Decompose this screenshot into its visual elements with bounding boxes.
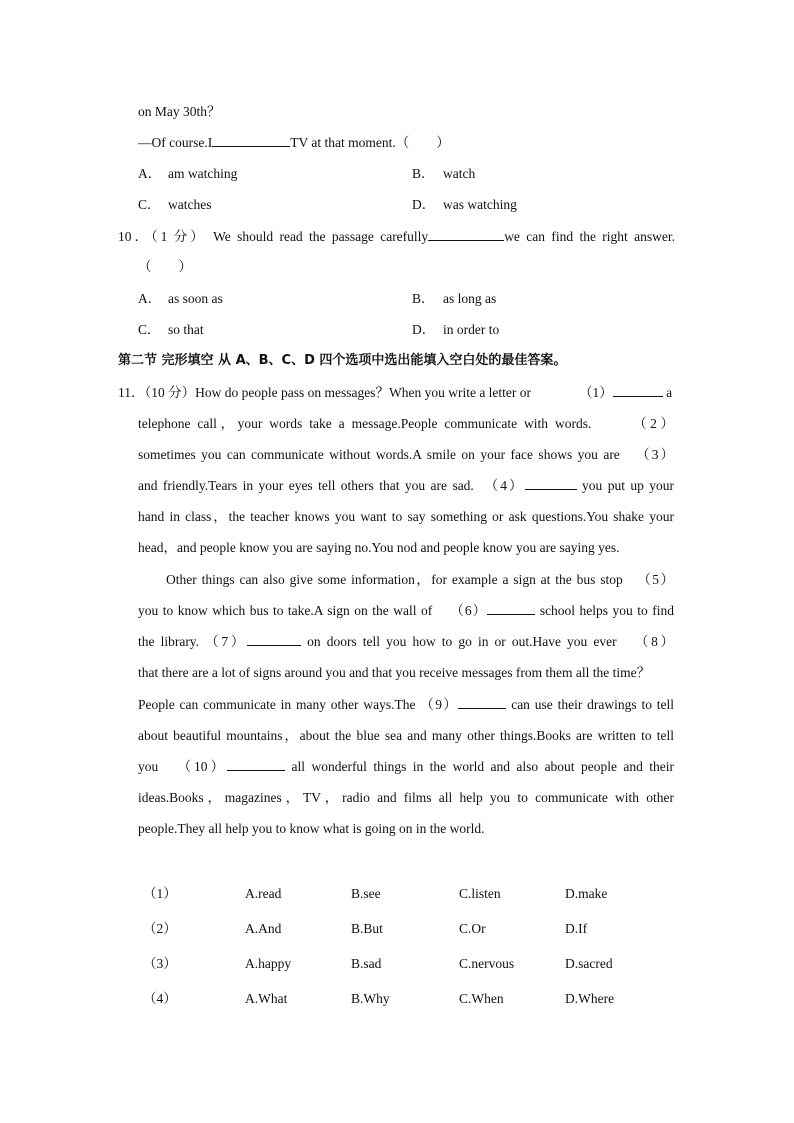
choice-row-label: （4）: [143, 991, 177, 1006]
q9-option-d[interactable]: was watching: [443, 197, 517, 212]
q11-text: People can communicate in many other ways.The: [138, 697, 416, 712]
choice-option[interactable]: D.Where: [565, 991, 615, 1006]
q11-text: and friendly.Tears in your eyes tell others that you are sad.: [138, 478, 474, 493]
q11-line-12: [138, 757, 674, 777]
q9-option-b-letter[interactable]: B．: [412, 166, 435, 181]
q11-text: head，and people know you are saying no.You nod and people know you are saying yes.: [138, 540, 620, 555]
q11-line-11: [138, 726, 674, 746]
choice-row-label: （1）: [143, 886, 177, 901]
blank-label-9: （9）: [420, 697, 459, 712]
q11-line-9: [138, 663, 650, 683]
q11-text: people.They all help you to know what is going on in the world.: [138, 821, 485, 836]
q11-line-8: [138, 632, 674, 652]
blank-label-8: （8）: [634, 634, 675, 649]
q10-option-d-letter[interactable]: D．: [412, 322, 436, 337]
q11-text: the library.: [138, 634, 200, 649]
q11-line-6: [166, 570, 674, 590]
choice-option[interactable]: D.If: [565, 921, 588, 936]
blank-10[interactable]: [227, 757, 285, 771]
choice-option[interactable]: D.make: [565, 886, 608, 901]
choice-row-label: （2）: [143, 921, 177, 936]
q9-answer-post: TV at that moment.（ ）: [290, 135, 450, 150]
q11-line-0: [579, 383, 672, 403]
section-heading: 第二节 完形填空 从 A、B、C、D 四个选项中选出能填入空白处的最佳答案。: [118, 353, 567, 368]
q10-blank[interactable]: [428, 227, 504, 241]
q10-option-b-letter[interactable]: B．: [412, 291, 435, 306]
q11-text: about beautiful mountains，about the blue sea and many other things.Books are written to tell: [138, 728, 674, 743]
q9-option-c-letter[interactable]: C．: [138, 197, 161, 212]
blank-4[interactable]: [525, 476, 577, 490]
choice-option[interactable]: D.sacred: [565, 956, 613, 971]
q11-line-10: [138, 695, 674, 715]
q9-option-c[interactable]: watches: [168, 197, 212, 212]
q11-line-4: [138, 507, 674, 527]
blank-label-7: （7）: [205, 634, 248, 649]
blank-label-4: （4）: [484, 478, 525, 493]
q10-paren: （ ）: [138, 259, 192, 274]
q11-line-1: [138, 414, 674, 434]
q10-option-a-letter[interactable]: A．: [138, 291, 162, 306]
choice-option[interactable]: C.When: [459, 991, 504, 1006]
q11-line-14: [138, 819, 484, 839]
q11-text: all wonderful things in the world and also about people and their: [291, 759, 675, 774]
q9-blank[interactable]: [212, 133, 290, 147]
q10-option-b[interactable]: as long as: [443, 291, 497, 306]
choice-option[interactable]: C.listen: [459, 886, 501, 901]
blank-7[interactable]: [247, 632, 301, 646]
q9-option-b[interactable]: watch: [443, 166, 476, 181]
q10-text-post: we can find the right answer.: [504, 229, 676, 244]
choice-option[interactable]: B.Why: [351, 991, 390, 1006]
blank-1[interactable]: [613, 383, 663, 397]
blank-label-5: （5）: [637, 572, 675, 587]
q11-text: hand in class，the teacher knows you want to say something or ask questions.You shake your: [138, 509, 674, 524]
blank-label-2: （2）: [633, 416, 674, 431]
q11-text: a: [666, 385, 673, 400]
q10-option-c-letter[interactable]: C．: [138, 322, 161, 337]
q9-answer-line: [138, 133, 450, 153]
q11-text: on doors tell you how to go in or out.Have you ever: [307, 634, 617, 649]
choice-option[interactable]: A.And: [245, 921, 282, 936]
choice-option[interactable]: B.see: [351, 886, 381, 901]
q10-option-a[interactable]: as soon as: [168, 291, 223, 306]
q10-text-pre: We should read the passage carefully: [213, 229, 429, 244]
q11-line-2: [138, 445, 674, 465]
q11-text: sometimes you can communicate without words.A smile on your face shows you are: [138, 447, 620, 462]
choice-option[interactable]: A.happy: [245, 956, 292, 971]
blank-9[interactable]: [458, 695, 506, 709]
q11-text: ideas.Books，magazines，TV，radio and films all help you to communicate with other: [138, 790, 674, 805]
q10-score: （1 分）: [150, 229, 207, 244]
q11-text: Other things can also give some information，for example a sign at the bus stop: [166, 572, 623, 587]
choice-option[interactable]: B.sad: [351, 956, 382, 971]
blank-6[interactable]: [487, 601, 535, 615]
q10-stem: [118, 227, 675, 247]
choice-option[interactable]: C.nervous: [459, 956, 515, 971]
choice-option[interactable]: C.Or: [459, 921, 486, 936]
q11-head: 11．（10 分）How do people pass on messages？When you write a letter or: [118, 385, 532, 400]
q11-text: that there are a lot of signs around you and that you receive messages from them all the time？: [138, 665, 651, 680]
q11-text: you: [138, 759, 159, 774]
blank-label-6: （6）: [450, 603, 488, 618]
choice-option[interactable]: B.But: [351, 921, 383, 936]
q9-option-a[interactable]: am watching: [168, 166, 238, 181]
choice-option[interactable]: A.What: [245, 991, 288, 1006]
q9-option-a-letter[interactable]: A．: [138, 166, 162, 181]
blank-label-10: （10）: [177, 759, 228, 774]
choice-row-label: （3）: [143, 956, 177, 971]
choice-option[interactable]: A.read: [245, 886, 282, 901]
q10-number: 10．: [118, 229, 151, 244]
q10-option-d[interactable]: in order to: [443, 322, 500, 337]
q11-text: telephone call，your words take a message.People communicate with words.: [138, 416, 592, 431]
q11-text: you put up your: [582, 478, 675, 493]
q11-text: you to know which bus to take.A sign on the wall of: [138, 603, 433, 618]
blank-label-1: （1）: [579, 385, 613, 400]
q10-option-c[interactable]: so that: [168, 322, 204, 337]
q11-line-7: [138, 601, 674, 621]
q9-answer-pre: —Of course.I: [138, 135, 213, 150]
q11-line-3: [138, 476, 674, 496]
q9-continuation: on May 30th？: [138, 104, 221, 119]
blank-label-3: （3）: [636, 447, 675, 462]
q9-option-d-letter[interactable]: D．: [412, 197, 436, 212]
q11-text: can use their drawings to tell: [511, 697, 675, 712]
q11-text: school helps you to find: [539, 603, 675, 618]
q11-line-5: [138, 538, 620, 558]
q11-line-13: [138, 788, 674, 808]
